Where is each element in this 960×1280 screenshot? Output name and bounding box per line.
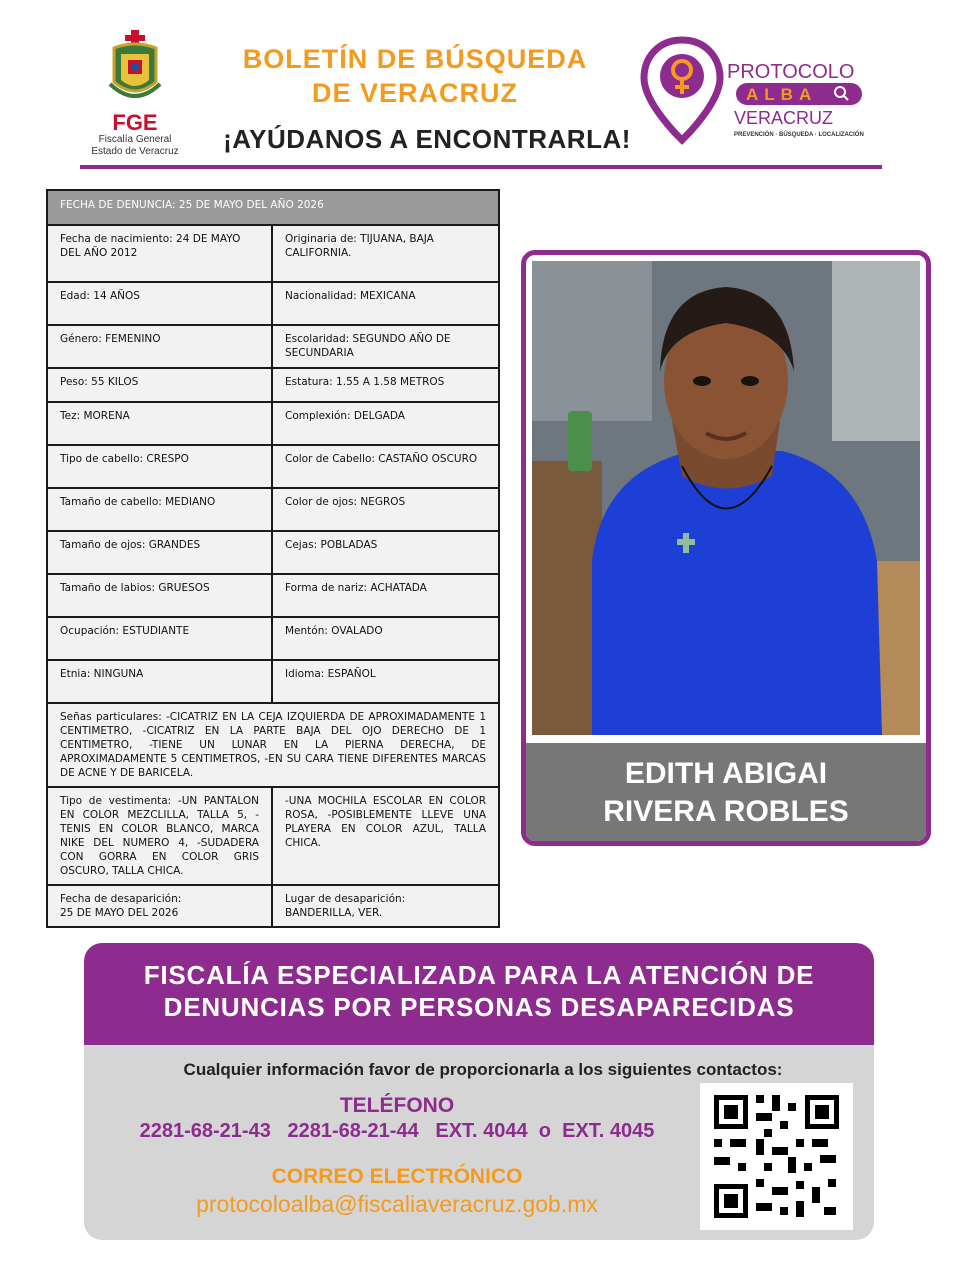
contact-instructions: Cualquier información favor de proporcionarla a los siguientes contactos:: [183, 1060, 783, 1079]
disappearance-date: 25 DE MAYO DEL 2026: [60, 907, 179, 919]
table-row: [47, 368, 499, 402]
phone-numbers: 2281-68-21-43 2281-68-21-44 EXT. 4044 o EXT. 4045: [139, 1120, 655, 1142]
fge-logo: [80, 30, 190, 160]
disappearance-date-label: Fecha de desaparición:: [60, 893, 182, 905]
name-line1: EDITH ABIGAI: [624, 757, 828, 790]
language: Idioma: ESPAÑOL: [272, 660, 499, 703]
disappearance-place: BANDERILLA, VER.: [285, 907, 383, 919]
hair-color: Color de Cabello: CASTAÑO OSCURO: [272, 445, 499, 488]
table-row: [47, 574, 499, 617]
alba-logo-line3: VERACRUZ: [734, 108, 834, 128]
name-line2: RIVERA ROBLES: [603, 795, 849, 828]
distinguishing-marks: Señas particulares: -CICATRIZ EN LA CEJA IZQUIERDA DE APROXIMADAMENTE 1 CENTIMETRO, -CICATRIZ EN LA PARTE BAJA DEL OJO DERECHO DE 1 CENTIMETRO, -TIENE UN LUNAR EN LA PIERNA DERECHA, DE APROXIMADAMENTE 5 CENTIMETROS, -EN SU CARA TIENE DIFERENTES MARCAS DE ACNE Y DE BARICELA.: [47, 703, 499, 787]
birth-date: Fecha de nacimiento: 24 DE MAYO DEL AÑO 2012: [47, 225, 272, 282]
table-row: [47, 617, 499, 660]
table-row: [47, 703, 499, 787]
table-row: [47, 225, 499, 282]
alba-logo-line2: ALBA: [746, 85, 818, 104]
build: Complexión: DELGADA: [272, 402, 499, 445]
table-row: [47, 660, 499, 703]
nationality: Nacionalidad: MEXICANA: [272, 282, 499, 325]
fge-abbreviation: FGE: [112, 110, 158, 135]
table-row: [47, 787, 499, 885]
bulletin-title-line1: BOLETÍN DE BÚSQUEDA: [242, 44, 588, 74]
height: Estatura: 1.55 A 1.58 METROS: [272, 368, 499, 402]
portrait-illustration: [532, 261, 920, 735]
eyebrows: Cejas: POBLADAS: [272, 531, 499, 574]
disappearance-date-cell: [47, 885, 272, 927]
table-row: [47, 190, 499, 225]
clothing-description: Tipo de vestimenta: -UN PANTALON EN COLOR MEZCLILLA, TALLA 5, -TENIS EN COLOR BLANCO, MARCA NIKE DEL NUMERO 4, -SUDADERA CON GORRA EN COLOR GRIS OSCURO, TALLA CHICA.: [47, 787, 272, 885]
email-heading: CORREO ELECTRÓNICO: [271, 1165, 523, 1188]
nose-shape: Forma de nariz: ACHATADA: [272, 574, 499, 617]
table-row: [47, 325, 499, 368]
protocolo-alba-logo: [640, 36, 880, 146]
missing-person-photo: [532, 261, 920, 735]
table-row: [47, 885, 499, 927]
qr-code-icon: [700, 1083, 853, 1230]
special-prosecutor-banner: [84, 943, 874, 1045]
ethnicity: Etnia: NINGUNA: [47, 660, 272, 703]
bulletin-title-line2: DE VERACRUZ: [311, 78, 518, 108]
email-address: protocoloalba@fiscaliaveracruz.gob.mx: [196, 1191, 598, 1217]
skin-tone: Tez: MORENA: [47, 402, 272, 445]
agency-name: Fiscalía General Estado de Veracruz: [91, 134, 179, 157]
age: Edad: 14 AÑOS: [47, 282, 272, 325]
help-us-find-her-heading: ¡AYÚDANOS A ENCONTRARLA!: [223, 124, 631, 154]
table-row: [47, 282, 499, 325]
weight: Peso: 55 KILOS: [47, 368, 272, 402]
disappearance-place-label: Lugar de desaparición:: [285, 893, 406, 905]
missing-person-name: [526, 743, 926, 841]
table-row: [47, 488, 499, 531]
missing-person-info-table: [46, 189, 500, 928]
table-row: [47, 402, 499, 445]
eye-color: Color de ojos: NEGROS: [272, 488, 499, 531]
header-divider: [80, 165, 882, 169]
table-row: [47, 531, 499, 574]
hair-length: Tamaño de cabello: MEDIANO: [47, 488, 272, 531]
schooling: Escolaridad: SEGUNDO AÑO DE SECUNDARIA: [272, 325, 499, 368]
place-of-origin: Originaria de: TIJUANA, BAJA CALIFORNIA.: [272, 225, 499, 282]
hair-type: Tipo de cabello: CRESPO: [47, 445, 272, 488]
photo-card: [521, 250, 931, 846]
office-name-line2: DENUNCIAS POR PERSONAS DESAPARECIDAS: [163, 992, 795, 1022]
lip-size: Tamaño de labios: GRUESOS: [47, 574, 272, 617]
occupation: Ocupación: ESTUDIANTE: [47, 617, 272, 660]
chin: Mentón: OVALADO: [272, 617, 499, 660]
veracruz-coat-of-arms-icon: [106, 30, 164, 110]
alba-logo-line1: PROTOCOLO: [727, 61, 855, 83]
alba-logo-tagline: PREVENCIÓN · BÚSQUEDA · LOCALIZACIÓN: [734, 132, 864, 138]
disappearance-place-cell: [272, 885, 499, 927]
clothing-description-continued: -UNA MOCHILA ESCOLAR EN COLOR ROSA, -POSIBLEMENTE LLEVE UNA PLAYERA EN COLOR AZUL, TALLA CHICA.: [272, 787, 499, 885]
office-name-line1: FISCALÍA ESPECIALIZADA PARA LA ATENCIÓN DE: [143, 960, 815, 990]
eye-size: Tamaño de ojos: GRANDES: [47, 531, 272, 574]
phone-heading: TELÉFONO: [339, 1094, 455, 1117]
gender: Género: FEMENINO: [47, 325, 272, 368]
table-row: [47, 445, 499, 488]
report-date: FECHA DE DENUNCIA: 25 DE MAYO DEL AÑO 2026: [47, 190, 499, 225]
